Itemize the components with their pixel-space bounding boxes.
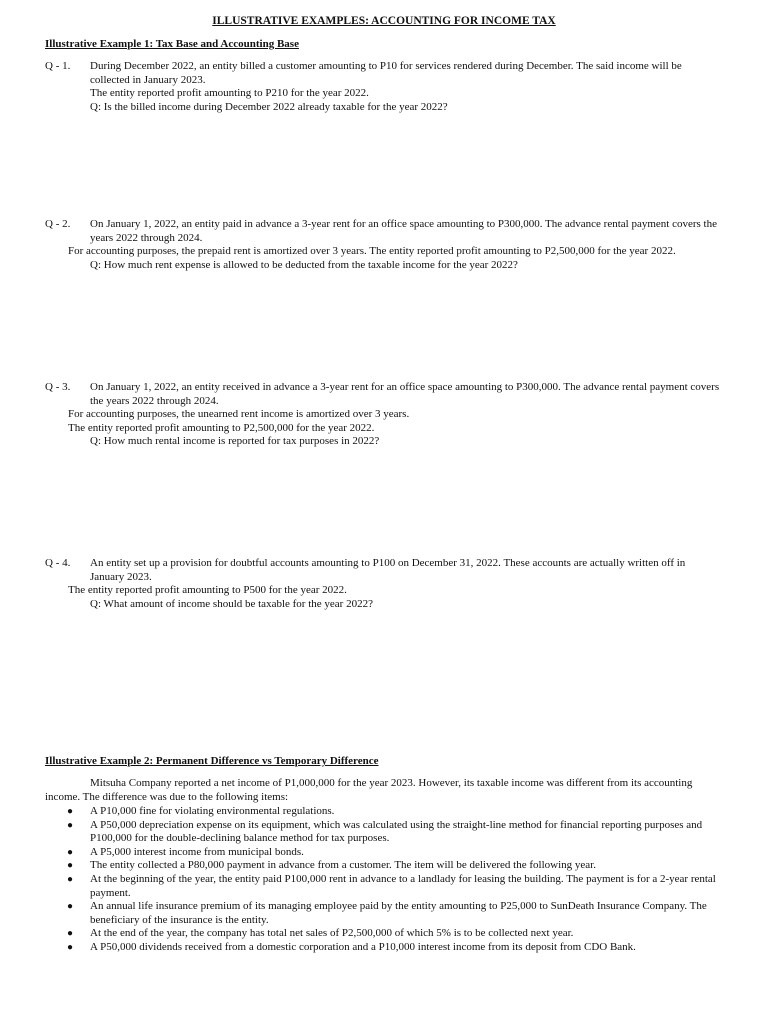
question-detail: For accounting purposes, the unearned rent income is amortized over 3 years. bbox=[68, 408, 410, 421]
question-text: Q - 1. During December 2022, an entity billed a customer amounting to P10 for services rendered during December. The said income will be collected in January 2023. bbox=[45, 60, 682, 86]
bullet-icon: ● bbox=[67, 941, 74, 953]
example1-heading: Illustrative Example 1: Tax Base and Accounting Base bbox=[45, 38, 299, 50]
list-item: ● A P50,000 dividends received from a domestic corporation and a P10,000 interest income from its deposit from CDO Bank. bbox=[67, 940, 636, 953]
bullet-icon: ● bbox=[67, 873, 74, 885]
question-3 bbox=[45, 381, 720, 449]
question-detail: The entity reported profit amounting to P2,500,000 for the year 2022. bbox=[68, 421, 375, 434]
question-detail: For accounting purposes, the prepaid rent is amortized over 3 years. The entity reported profit amounting to P2,500,000 for the year 2022. bbox=[68, 245, 676, 258]
question-4 bbox=[45, 557, 720, 611]
list-item: ● At the beginning of the year, the entity paid P100,000 rent in advance to a landlady for leasing the building. The payment is for a 2-year rental payment. bbox=[67, 872, 716, 899]
bullet-icon: ● bbox=[67, 901, 74, 913]
page-title: ILLUSTRATIVE EXAMPLES: ACCOUNTING FOR INCOME TAX bbox=[212, 15, 556, 27]
question-text: Q - 2. On January 1, 2022, an entity paid in advance a 3-year rent for an office space amounting to P300,000. The advance rental payment covers the years 2022 through 2024. bbox=[45, 218, 717, 244]
list-item: ● At the end of the year, the company has total net sales of P2,500,000 of which 5% is to be collected next year. bbox=[67, 927, 574, 940]
bullet-icon: ● bbox=[67, 860, 74, 872]
bullet-icon: ● bbox=[67, 819, 74, 831]
question-text: Q - 3. On January 1, 2022, an entity received in advance a 3-year rent for an office space amounting to P300,000. The advance rental payment covers the years 2022 through 2024. bbox=[45, 381, 720, 407]
list-item: ● A P5,000 interest income from municipal bonds. bbox=[67, 845, 304, 858]
list-item: ● A P50,000 depreciation expense on its equipment, which was calculated using the straight-line method for financial reporting purposes and P100,000 for the double-declining balance method for tax purposes. bbox=[67, 818, 703, 845]
question-number: Q - 2. bbox=[45, 218, 71, 230]
intro-paragraph: Mitsuha Company reported a net income of P1,000,000 for the year 2023. However, its taxable income was different from its accounting income. The difference was due to the following items: bbox=[45, 777, 693, 803]
bullet-icon: ● bbox=[67, 928, 74, 940]
example2-intro bbox=[45, 777, 721, 804]
question-detail: The entity reported profit amounting to P500 for the year 2022. bbox=[68, 584, 347, 597]
question-text: Q - 4. An entity set up a provision for doubtful accounts amounting to P100 on December 31, 2022. These accounts are actually written off in January 2023. bbox=[45, 557, 686, 583]
question-prompt: Q: Is the billed income during December 2022 already taxable for the year 2022? bbox=[90, 100, 448, 113]
question-1 bbox=[45, 60, 720, 114]
example2-heading: Illustrative Example 2: Permanent Difference vs Temporary Difference bbox=[45, 755, 379, 767]
difference-items-list bbox=[45, 805, 721, 955]
question-prompt: Q: How much rent expense is allowed to be deducted from the taxable income for the year 2022? bbox=[90, 258, 518, 271]
question-prompt: Q: How much rental income is reported for tax purposes in 2022? bbox=[90, 435, 380, 448]
question-detail: The entity reported profit amounting to P210 for the year 2022. bbox=[90, 87, 369, 100]
question-number: Q - 1. bbox=[45, 60, 71, 72]
question-number: Q - 4. bbox=[45, 557, 71, 569]
list-item: ● The entity collected a P80,000 payment in advance from a customer. The item will be delivered the following year. bbox=[67, 859, 596, 872]
bullet-icon: ● bbox=[67, 846, 74, 858]
list-item: ● A P10,000 fine for violating environmental regulations. bbox=[67, 805, 335, 817]
question-prompt: Q: What amount of income should be taxable for the year 2022? bbox=[90, 597, 373, 610]
bullet-icon: ● bbox=[67, 806, 74, 817]
question-2 bbox=[45, 218, 720, 272]
question-number: Q - 3. bbox=[45, 381, 71, 393]
list-item: ● An annual life insurance premium of its managing employee paid by the entity amounting to P25,000 to SunDeath Insurance Company. The beneficiary of the insurance is the entity. bbox=[67, 900, 707, 926]
